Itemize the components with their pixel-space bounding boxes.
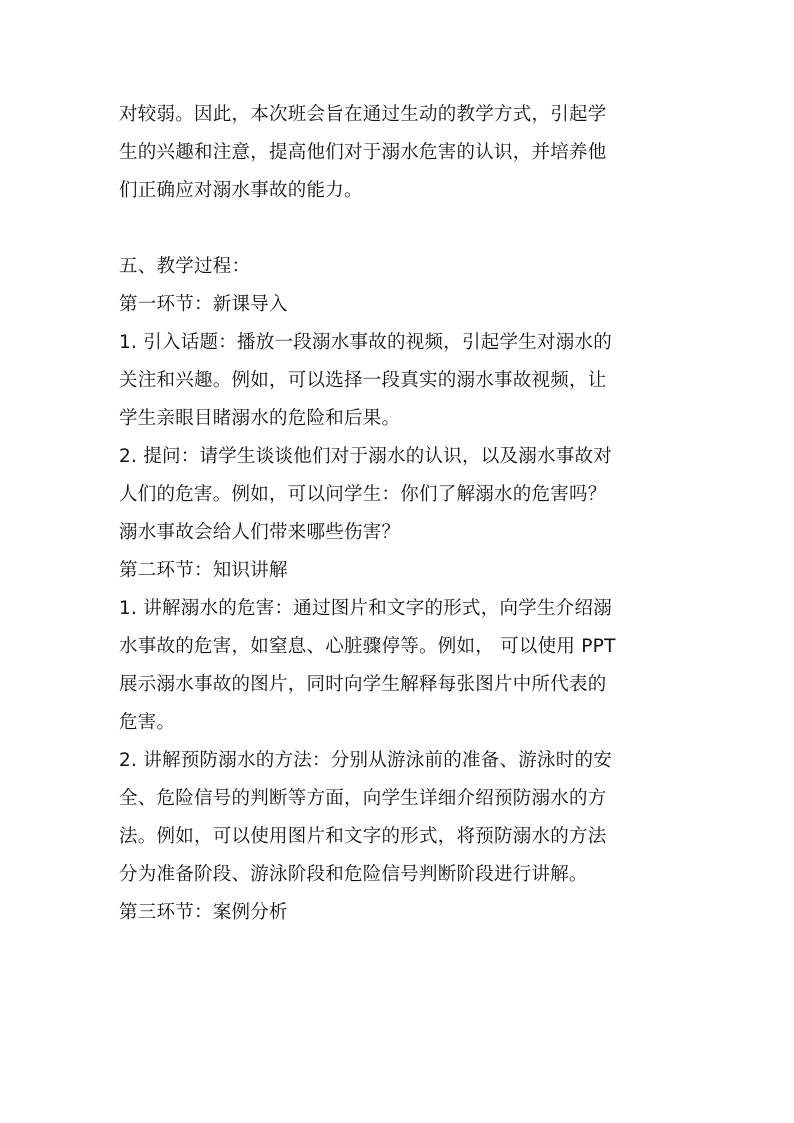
paragraph-line: 人们的危害。例如，可以问学生：你们了解溺水的危害吗？ xyxy=(119,484,607,505)
paragraph-line: 关注和兴趣。例如，可以选择一段真实的溺水事故视频，让 xyxy=(119,370,607,391)
intro-paragraph xyxy=(119,96,679,210)
paragraph-line: 们正确应对溺水事故的能力。 xyxy=(119,180,363,201)
blank-line xyxy=(119,210,679,248)
stage2-heading: 第二环节：知识讲解 xyxy=(119,560,288,581)
stage3-heading: 第三环节：案例分析 xyxy=(119,902,288,923)
stage1-heading: 第一环节：新课导入 xyxy=(119,294,288,315)
paragraph-line: 法。例如，可以使用图片和文字的形式，将预防溺水的方法 xyxy=(119,826,607,847)
paragraph-line: 学生亲眼目睹溺水的危险和后果。 xyxy=(119,408,401,429)
paragraph-line: 展示溺水事故的图片，同时向学生解释每张图片中所代表的 xyxy=(119,674,607,695)
paragraph-line: 2. 讲解预防溺水的方法：分别从游泳前的准备、游泳时的安 xyxy=(119,750,613,771)
document-body xyxy=(119,96,679,932)
paragraph-line: 全、危险信号的判断等方面，向学生详细介绍预防溺水的方 xyxy=(119,788,607,809)
paragraph-line: 1. 讲解溺水的危害：通过图片和文字的形式，向学生介绍溺 xyxy=(119,598,613,619)
stage1-item2 xyxy=(119,438,679,552)
paragraph-line: 水事故的危害，如窒息、心脏骤停等。例如， 可以使用 PPT xyxy=(119,636,616,657)
paragraph-line: 生的兴趣和注意，提高他们对于溺水危害的认识，并培养他 xyxy=(119,142,607,163)
paragraph-line: 对较弱。因此，本次班会旨在通过生动的教学方式，引起学 xyxy=(119,104,607,125)
stage2-item2 xyxy=(119,742,679,894)
paragraph-line: 溺水事故会给人们带来哪些伤害？ xyxy=(119,522,401,543)
paragraph-line: 1. 引入话题：播放一段溺水事故的视频，引起学生对溺水的 xyxy=(119,332,613,353)
paragraph-line: 危害。 xyxy=(119,712,176,733)
paragraph-line: 分为准备阶段、游泳阶段和危险信号判断阶段进行讲解。 xyxy=(119,864,588,885)
stage1-item1 xyxy=(119,324,679,438)
paragraph-line: 2. 提问：请学生谈谈他们对于溺水的认识，以及溺水事故对 xyxy=(119,446,613,467)
section-heading: 五、教学过程： xyxy=(119,256,251,277)
stage2-item1 xyxy=(119,590,679,742)
